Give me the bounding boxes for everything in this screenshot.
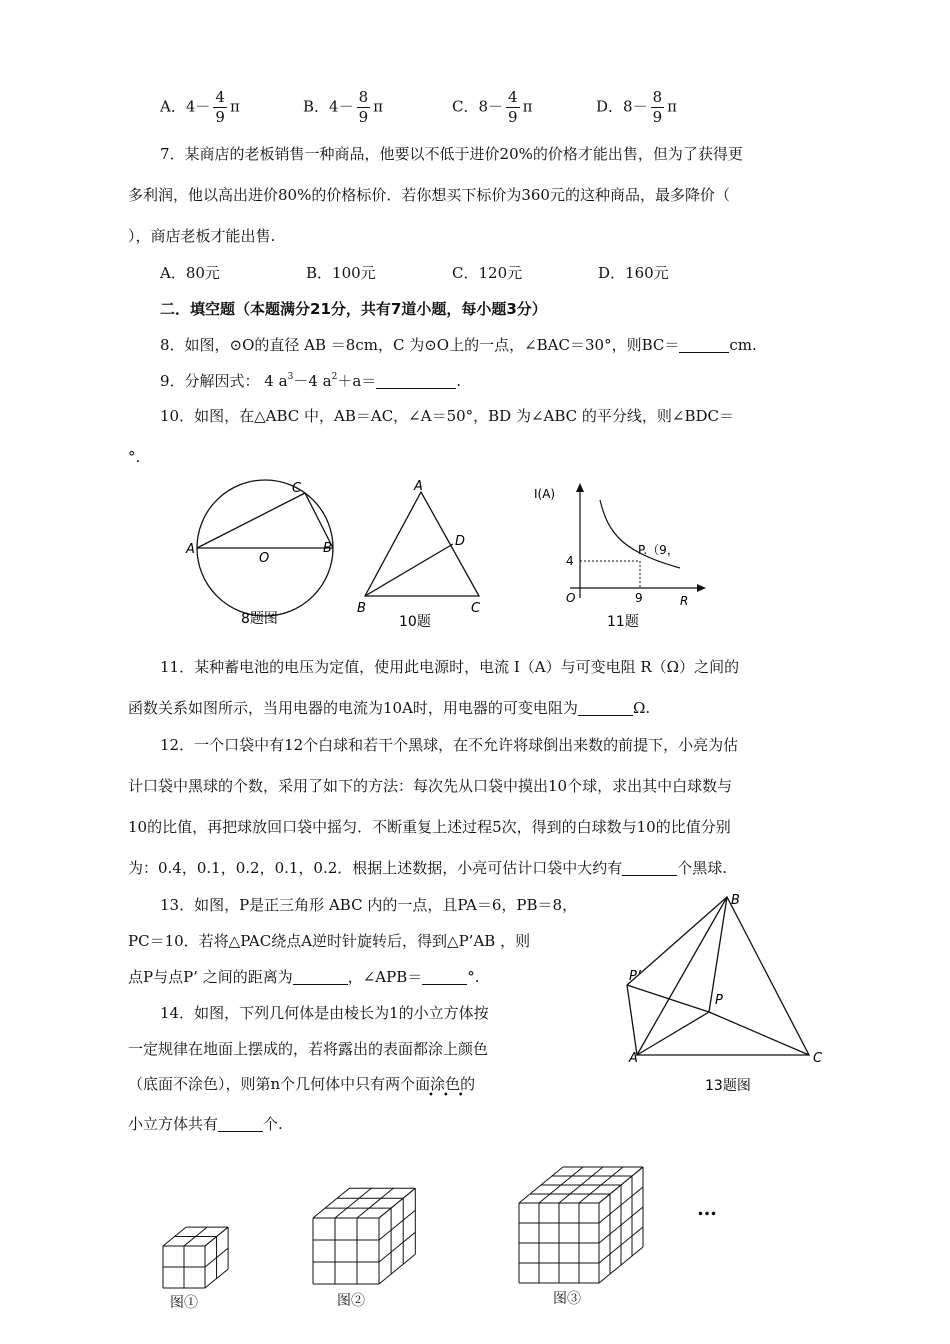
q11-line2: 函数关系如图所示，当用电器的电流为10A时，用电器的可变电阻为 Ω. (128, 699, 651, 717)
label-a: A (629, 1051, 638, 1066)
origin-label: O (566, 591, 576, 605)
y-label: I(A) (534, 487, 556, 501)
hyperbola-curve (600, 500, 680, 568)
answer-blank (578, 699, 633, 716)
q6-option-c: C．8－ $\frac{4}{9}$ π (452, 88, 533, 126)
q11-line1: 11．某种蓄电池的电压为定值，使用此电源时，电流 I（A）与可变电阻 R（Ω）之间的 (160, 658, 740, 676)
q14-line3: （底面不涂色），则第n个几何体中只有两个面涂色的 (128, 1075, 476, 1093)
chord-cb (305, 493, 333, 548)
answer-blank (293, 968, 348, 985)
cube-edge (357, 1188, 393, 1218)
q14-line2: 一定规律在地面上摆成的，若将露出的表面都涂上颜色 (128, 1040, 489, 1058)
fraction: $\frac{8}{9}$ (652, 88, 663, 126)
cube-edge (313, 1188, 349, 1218)
point-label: P.（9， (638, 543, 679, 557)
caption: 13题图 (705, 1078, 751, 1094)
label-b: B (323, 541, 332, 556)
chord-ac (197, 493, 305, 548)
q8: 8．如图，⊙O的直径 AB ＝8cm，C 为⊙O上的一点，∠BAC＝30°，则BC＝ cm. (160, 336, 757, 354)
fraction: $\frac{8}{9}$ (358, 88, 369, 126)
caption: 10题 (399, 614, 431, 630)
answer-blank (679, 336, 729, 353)
label-b: B (731, 893, 740, 908)
figure-11 (530, 478, 720, 633)
caption: 11题 (607, 614, 639, 630)
cube-figure-2 (300, 1180, 420, 1292)
q12-line1: 12．一个口袋中有12个白球和若干个黑球，在不允许将球倒出来数的前提下，小亮为估 (160, 736, 739, 754)
figure-8 (185, 478, 355, 630)
cube-edge (379, 1254, 415, 1284)
q7-option-b: B．100元 (306, 264, 376, 282)
y-arrow-icon (576, 483, 584, 492)
answer-blank (622, 859, 677, 876)
q7-option-a: A．80元 (160, 264, 220, 282)
q12-line4: 为：0.4，0.1，0.2，0.1，0.2．根据上述数据，小亮可估计口袋中大约有 个黑球. (128, 859, 728, 877)
q7-line3: ），商店老板才能出售. (128, 227, 276, 245)
q14-line1: 14．如图，下列几何体是由棱长为1的小立方体按 (160, 1004, 489, 1022)
cube-figure-3 (505, 1155, 653, 1285)
q7-line1: 7．某商店的老板销售一种商品，他要以不低于进价20%的价格才能出售，但为了获得更 (160, 145, 743, 163)
segment-p1a (627, 985, 637, 1055)
q13-line3: 点P与点P’ 之间的距离为 ，∠APB＝ °. (128, 968, 480, 986)
q9: 9．分解因式： 4 $a^3-4$ $a^2+a=$ . (160, 372, 462, 390)
q7-line2: 多利润，他以高出进价80%的价格标价．若你想买下标价为360元的这种商品，最多降价（ (128, 186, 730, 204)
q13-line1: 13．如图，P是正三角形 ABC 内的一点，且PA＝6，PB＝8， (160, 896, 578, 914)
q6-option-a: A．4－ $\frac{4}{9}$ π (160, 88, 240, 126)
label-c: C (471, 601, 481, 616)
label-a: A (414, 479, 423, 494)
q12-line3: 10的比值，再把球放回口袋中摇匀．不断重复上述过程5次，得到的白球数与10的比值分别 (128, 818, 731, 836)
label-d: D (455, 534, 466, 549)
cube-edge (335, 1188, 371, 1218)
caption: 8题图 (241, 611, 278, 627)
fraction: $\frac{4}{9}$ (508, 88, 518, 126)
cube-caption-1: 图① (170, 1295, 198, 1311)
label-c: C (813, 1051, 823, 1066)
answer-blank (218, 1115, 263, 1132)
cube-edge (379, 1232, 415, 1262)
cube-caption-3: 图③ (553, 1291, 581, 1307)
label-p-prime: P’ (629, 969, 641, 984)
answer-blank (422, 968, 467, 985)
y-tick-label: 4 (566, 554, 574, 568)
segment-pc (709, 1012, 809, 1055)
x-label: R (680, 594, 689, 608)
q12-line2: 计口袋中黑球的个数，采用了如下的方法：每次先从口袋中摸出10个球，求出其中白球数与 (128, 777, 733, 795)
label-a: A (186, 542, 195, 557)
emphasis-dots: ••• (428, 1090, 473, 1101)
fraction: $\frac{4}{9}$ (215, 88, 225, 126)
ellipsis: … (697, 1196, 717, 1220)
x-arrow-icon (697, 584, 706, 592)
q13-line2: PC＝10．若将△PAC绕点A逆时针旋转后，得到△P’AB ，则 (128, 932, 531, 950)
figure-10 (355, 478, 495, 633)
q7-option-d: D．160元 (598, 264, 669, 282)
bisector-bd (365, 544, 453, 596)
q6-option-d: D．8－ $\frac{8}{9}$ π (596, 88, 677, 126)
cube-edge (379, 1210, 415, 1240)
q7-option-c: C．120元 (452, 264, 523, 282)
label-b: B (357, 601, 366, 616)
segment-pa (637, 1012, 709, 1055)
segment-p1b (627, 897, 727, 985)
x-tick-label: 9 (635, 591, 643, 605)
q14-line4: 小立方体共有 个. (128, 1115, 283, 1133)
q10-line2: °. (128, 448, 141, 466)
label-c: C (292, 481, 302, 496)
label-o: O (259, 551, 270, 566)
answer-blank (376, 372, 456, 389)
section-heading: 二．填空题（本题满分21分，共有7道小题，每小题3分） (160, 300, 547, 318)
q10-line1: 10．如图，在△ABC 中，AB＝AC，∠A＝50°，BD 为∠ABC 的平分线，则∠BDC＝ (160, 407, 735, 425)
q6-option-b: B．4－ $\frac{8}{9}$ π (303, 88, 383, 126)
segment-pp1 (627, 985, 709, 1012)
figure-13 (615, 890, 840, 1100)
cube-caption-2: 图② (337, 1293, 365, 1309)
label-p: P (715, 993, 723, 1008)
cube-edge (379, 1188, 415, 1218)
